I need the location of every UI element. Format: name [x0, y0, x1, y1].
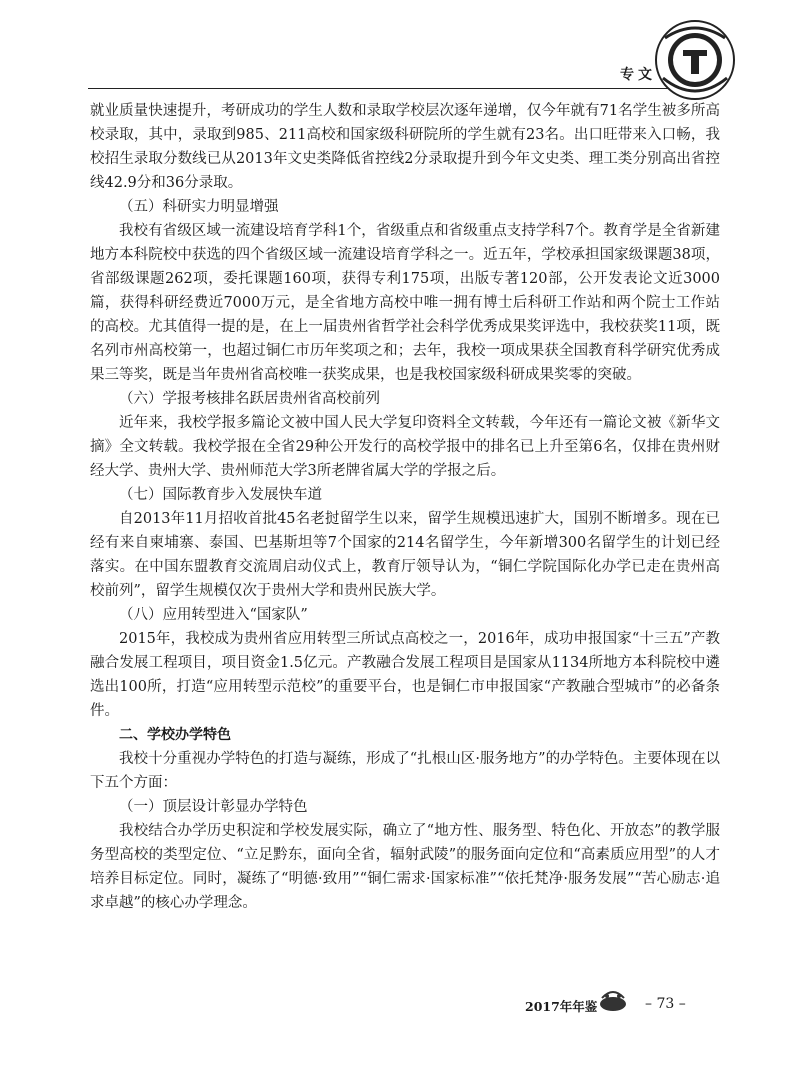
paragraph-transformation: 2015年，我校成为贵州省应用转型三所试点高校之一，2016年，成功申报国家“十三五”产教融合发展工程项目，项目资金1.5亿元。产教融合发展工程项目是国家从1134所地方本科院校中遴选出100所，打造“应用转型示范校”的重要平台，也是铜仁市申报国家“产教融合型城市”的必备条件。	[90, 631, 720, 719]
paragraph-top-design: 我校结合办学历史积淀和学校发展实际，确立了“地方性、服务型、特色化、开放态”的教学服务型高校的类型定位、“立足黔东，面向全省，辐射武陵”的服务面向定位和“高素质应用型”的人才培养目标定位。同时，凝练了“明德·致用”“铜仁需求·国家标准”“依托梵净·服务发展”“苦心励志·追求卓越”的核心办学理念。	[90, 823, 720, 911]
subheading-international: （七）国际教育步入发展快车道	[119, 487, 322, 503]
page-number: – 73 –	[645, 996, 686, 1012]
paragraph-journal: 近年来，我校学报多篇论文被中国人民大学复印资料全文转载，今年还有一篇论文被《新华文摘》全文转载。我校学报在全省29种公开发行的高校学报中的排名已上升至第6名，仅排在贵州财经大学、贵州大学、贵州师范大学3所老牌省属大学的学报之后。	[90, 415, 720, 479]
university-emblem-icon	[653, 18, 737, 102]
subheading-transformation: （八）应用转型进入“国家队”	[119, 607, 308, 623]
yearbook-ornament-icon	[596, 986, 630, 1014]
section-label: 专文	[620, 67, 656, 83]
paragraph-international: 自2013年11月招收首批45名老挝留学生以来，留学生规模迅速扩大，国别不断增多。现在已经有来自柬埔寨、泰国、巴基斯坦等7个国家的214名留学生，今年新增300名留学生的计划已经落实。在中国东盟教育交流周启动仪式上，教育厅领导认为，“铜仁学院国际化办学已走在贵州高校前列”，留学生规模仅次于贵州大学和贵州民族大学。	[90, 511, 720, 599]
subheading-research: （五）科研实力明显增强	[119, 199, 279, 215]
section-heading-features: 二、学校办学特色	[119, 727, 231, 743]
footer-yearbook: 2017年年鉴	[525, 999, 598, 1014]
subheading-top-design: （一）顶层设计彰显办学特色	[119, 799, 308, 815]
paragraph-employment: 就业质量快速提升，考研成功的学生人数和录取学校层次逐年递增，仅今年就有71名学生被多所高校录取，其中，录取到985、211高校和国家级科研院所的学生就有23名。出口旺带来入口畅，我校招生录取分数线已从2013年文史类降低省控线2分录取提升到今年文史类、理工类分别高出省控线42.9分和36分录取。	[90, 103, 720, 191]
header-rule	[88, 88, 670, 89]
article-body	[90, 99, 720, 915]
paragraph-features-intro: 我校十分重视办学特色的打造与凝练，形成了“扎根山区·服务地方”的办学特色。主要体现在以下五个方面：	[90, 751, 720, 791]
paragraph-research: 我校有省级区域一流建设培育学科1个，省级重点和省级重点支持学科7个。教育学是全省新建地方本科院校中获选的四个省级区域一流建设培育学科之一。近五年，学校承担国家级课题38项，省部级课题262项，委托课题160项，获得专利175项，出版专著120部，公开发表论文近3000篇，获得科研经费近7000万元，是全省地方高校中唯一拥有博士后科研工作站和两个院士工作站的高校。尤其值得一提的是，在上一届贵州省哲学社会科学优秀成果奖评选中，我校获奖11项，既名列市州高校第一，也超过铜仁市历年奖项之和；去年，我校一项成果获全国教育科学研究优秀成果三等奖，既是当年贵州省高校唯一获奖成果，也是我校国家级科研成果奖零的突破。	[90, 223, 720, 383]
subheading-journal: （六）学报考核排名跃居贵州省高校前列	[119, 391, 380, 407]
